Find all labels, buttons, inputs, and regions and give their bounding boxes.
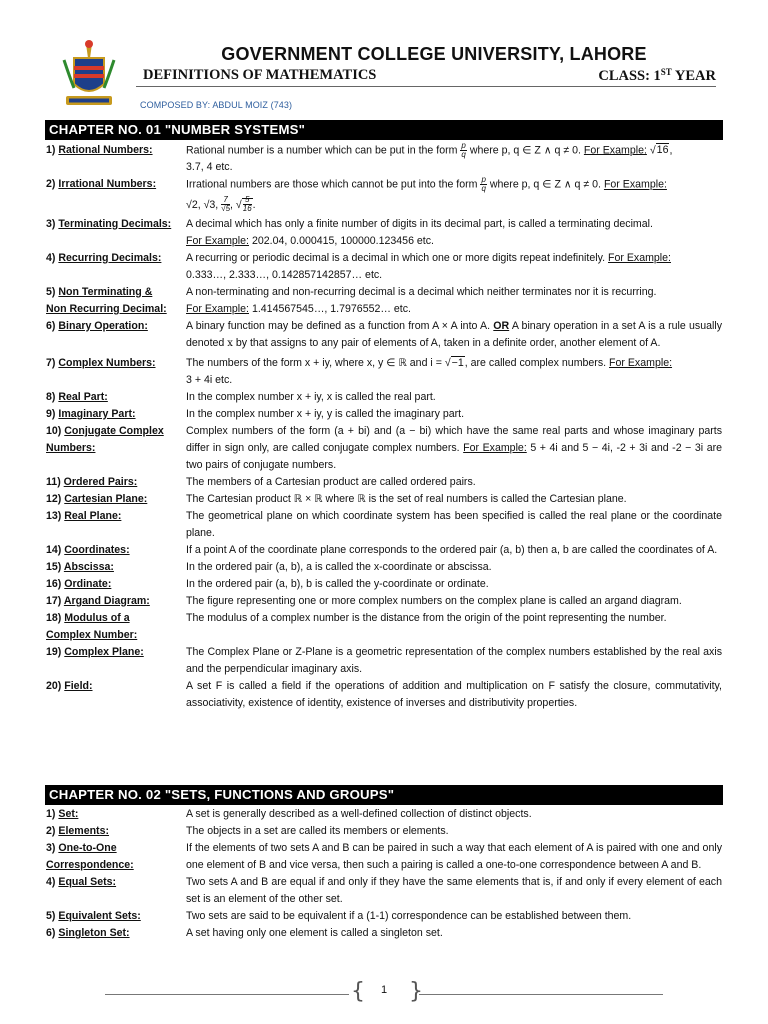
definition-item: 6) Singleton Set: A set having only one element is called a singleton set. — [46, 927, 443, 939]
definition-item: 12) Cartesian Plane: The Cartesian product ℝ × ℝ where ℝ is the set of real numbers is called the Cartesian plane. — [46, 492, 627, 505]
left-brace-icon: { — [351, 979, 365, 1004]
definition-item: 18) Modulus of a Complex Number: The modulus of a complex number is the distance from the origin of the point representing the number. — [46, 611, 667, 641]
definition-item: 17) Argand Diagram: The figure representing one or more complex numbers on the complex plane is called an argand diagram. — [46, 594, 682, 607]
chapter-2-definitions — [46, 806, 722, 942]
page-footer — [105, 979, 663, 1006]
page-number: 1 — [380, 984, 388, 996]
definition-item: 5) Non Terminating & Non Recurring Decimal: A non-terminating and non-recurring decimal is a decimal which neither terminates nor it is recurring. For Example: 1.414567545…, 1.7976552… etc. — [46, 285, 657, 315]
definition-item: 14) Coordinates: If a point A of the coordinate plane corresponds to the ordered pair (a, b) then a, b are called the coordinates of A. — [46, 543, 718, 556]
chapter-2-heading: CHAPTER NO. 02 "SETS, FUNCTIONS AND GROUPS" — [45, 785, 723, 805]
definition-item: 8) Real Part: In the complex number x + iy, x is called the real part. — [46, 390, 436, 403]
definition-item: 19) Complex Plane: The Complex Plane or Z-Plane is a geometric representation of the complex numbers established by the real axis and the perpendicular imaginary axis. — [46, 645, 722, 675]
definition-item: 3) Terminating Decimals: A decimal which has only a finite number of digits in its decimal part, is called a terminating decimal. For Example: 202.04, 0.000415, 100000.123456 etc. — [46, 217, 653, 247]
definition-item: 1) Rational Numbers: Rational number is a number which can be put in the form $\frac{p}{q}$ where p, q ∈ Z ∧ q ≠ 0. For Example: √16, 3.7, 4 etc. — [46, 141, 673, 174]
definition-item: 16) Ordinate: In the ordered pair (a, b), b is called the y-coordinate or ordinate. — [46, 577, 489, 590]
university-title: GOVERNMENT COLLEGE UNIVERSITY, LAHORE — [221, 44, 647, 64]
definition-item: 20) Field: A set F is called a field if the operations of addition and multiplication on F satisfy the closure, commutativity, associativity, existence of identity, existence of inverses and distributivity properties. — [46, 679, 722, 709]
definition-item: 3) One-to-One Correspondence: If the elements of two sets A and B can be paired in such a way that each element of A is paired with one and only one element of B and vice versa, then such a pairing is called a one-to-one correspondence between A and B. — [46, 842, 722, 871]
definition-item: 15) Abscissa: In the ordered pair (a, b), a is called the x-coordinate or abscissa. — [46, 560, 492, 573]
class-label: CLASS: 1ST YEAR — [598, 67, 716, 84]
definition-item: 4) Equal Sets: Two sets A and B are equal if and only if they have the same elements that is, if and only if every element of each set is an element of the other set. — [46, 876, 722, 905]
right-brace-icon: } — [409, 979, 423, 1004]
fraction-p-over-q: $\frac{p}{q}$ — [481, 175, 486, 194]
composer-credit: COMPOSED BY: ABDUL MOIZ (743) — [140, 100, 293, 110]
footer-rule-right — [419, 994, 663, 995]
definition-item: 2) Irrational Numbers: Irrational numbers are those which cannot be put into the form $\frac{p}{q}$ where p, q ∈ Z ∧ q ≠ 0. For Example: √2, √3, $\frac{7}{√5}$ , √ $\frac{5}{16}$ . — [46, 175, 667, 214]
definition-item: 10) Conjugate Complex Numbers: Complex numbers of the form (a + bi) and (a − bi) which have the same real parts and whose imaginary parts differ in sign only, are called conjugate complex numbers. For Example: 5 + 4i and 5 − 4i, -2 + 3i and -2 − 3i are two pairs of conjugate numbers. — [46, 424, 723, 471]
header-divider — [136, 86, 716, 87]
definition-item: 11) Ordered Pairs: The members of a Cartesian product are called ordered pairs. — [46, 475, 476, 488]
chapter-1-heading: CHAPTER NO. 01 "NUMBER SYSTEMS" — [45, 120, 723, 140]
fraction-p-over-q: $\frac{p}{q}$ — [461, 141, 466, 159]
definition-item: 5) Equivalent Sets: Two sets are said to be equivalent if a (1-1) correspondence can be established between them. — [46, 910, 632, 922]
definition-item: 7) Complex Numbers: The numbers of the form x + iy, where x, y ∈ ℝ and i = √−1, are called complex numbers. For Example: 3 + 4i etc. — [46, 356, 673, 386]
definition-item: 9) Imaginary Part: In the complex number x + iy, y is called the imaginary part. — [46, 407, 465, 420]
definition-item: 13) Real Plane: The geometrical plane on which coordinate system has been specified is called the real plane or the coordinate plane. — [46, 509, 722, 539]
definition-item: 1) Set: A set is generally described as a well-defined collection of distinct objects. — [46, 808, 532, 820]
footer-rule-left — [105, 994, 349, 995]
definition-item: 2) Elements: The objects in a set are called its members or elements. — [46, 825, 449, 837]
definition-item: 6) Binary Operation: A binary function may be defined as a function from A × A into A. OR A binary operation in a set A is a rule usually denoted x by that assigns to any pair of elements of A, taken in a definite order, another element of A. — [46, 319, 722, 349]
document-subtitle: DEFINITIONS OF MATHEMATICS — [143, 67, 377, 83]
document-header — [0, 0, 768, 118]
definition-item: 4) Recurring Decimals: A recurring or periodic decimal is a decimal in which one or more digits repeat indefinitely. For Example: 0.333…, 2.333…, 0.142857142857… etc. — [46, 251, 671, 281]
chapter-1-definitions — [46, 142, 722, 712]
